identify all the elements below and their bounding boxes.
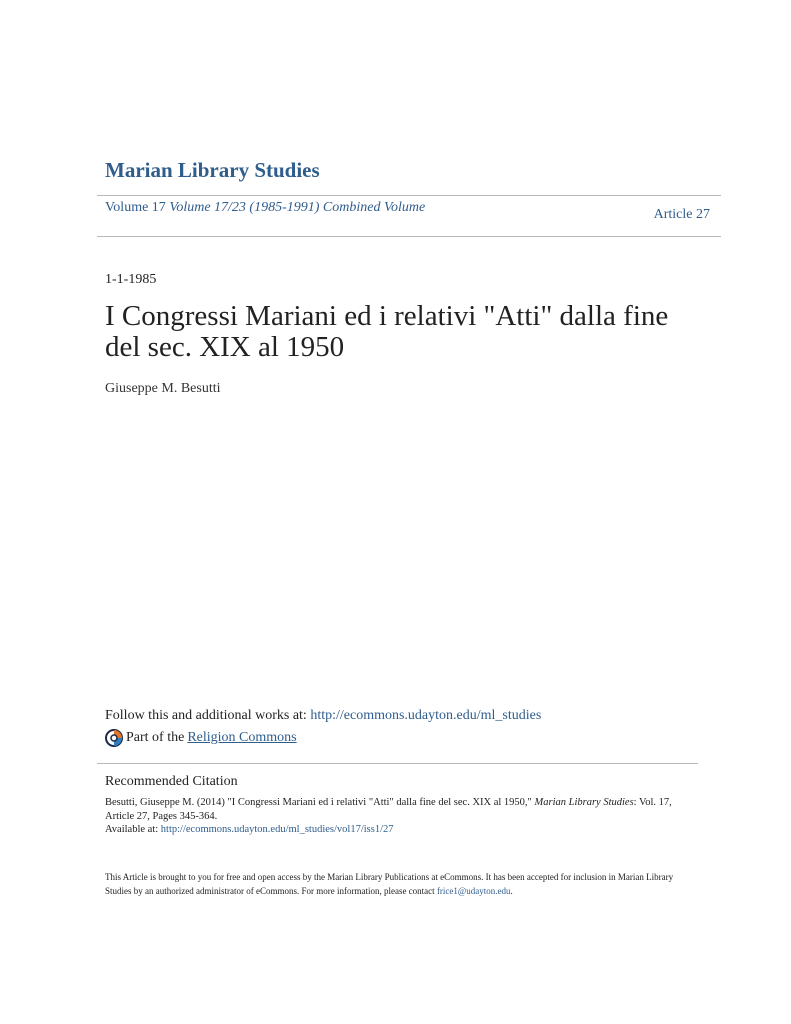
citation-text [105, 796, 685, 837]
citation-after: : Vol. 17, Article 27, Pages 345-364. [105, 797, 672, 822]
bepress-commons-icon [105, 729, 123, 747]
journal-title-link[interactable]: Marian Library Studies [105, 158, 320, 182]
part-of-line [105, 729, 297, 747]
part-prefix: Part of the [126, 730, 185, 745]
collection-url-link[interactable]: http://ecommons.udayton.edu/ml_studies [310, 708, 542, 723]
volume-link[interactable]: Volume 17 [105, 200, 166, 215]
follow-prefix: Follow this and additional works at: [105, 708, 311, 723]
issue-link[interactable]: Volume 17/23 (1985-1991) Combined Volume [169, 200, 426, 215]
citation-journal: Marian Library Studies [534, 797, 634, 808]
citation-divider [97, 763, 698, 764]
publication-date: 1-1-1985 [105, 272, 157, 287]
citation-available-prefix: Available at: [105, 824, 161, 835]
citation-url-link[interactable]: http://ecommons.udayton.edu/ml_studies/vol17/iss1/27 [160, 824, 394, 835]
citation-heading: Recommended Citation [105, 774, 238, 789]
footer-end: . [510, 885, 513, 896]
contact-email-link[interactable]: frice1@udayton.edu [436, 885, 511, 896]
header-divider-top [97, 195, 721, 196]
religion-commons-link[interactable]: Religion Commons [187, 730, 297, 745]
article-number-link[interactable]: Article 27 [653, 207, 710, 222]
author-name: Giuseppe M. Besutti [105, 381, 221, 396]
footer-text: This Article is brought to you for free and open access by the Marian Library Publications at eCommons. It has been accepted for inclusion in Marian Library Studies by an authorized administrator of eCommons. For more information, please contact [105, 872, 674, 896]
follow-line [105, 708, 541, 724]
volume-info [105, 198, 435, 217]
footer-note [105, 871, 690, 898]
citation-before: Besutti, Giuseppe M. (2014) "I Congressi Mariani ed i relativi "Atti" dalla fine del sec. XIX al 1950," [105, 797, 535, 808]
article-title: I Congressi Mariani ed i relativi "Atti" dalla fine del sec. XIX al 1950 [105, 300, 669, 363]
header-divider-bottom [97, 236, 721, 237]
